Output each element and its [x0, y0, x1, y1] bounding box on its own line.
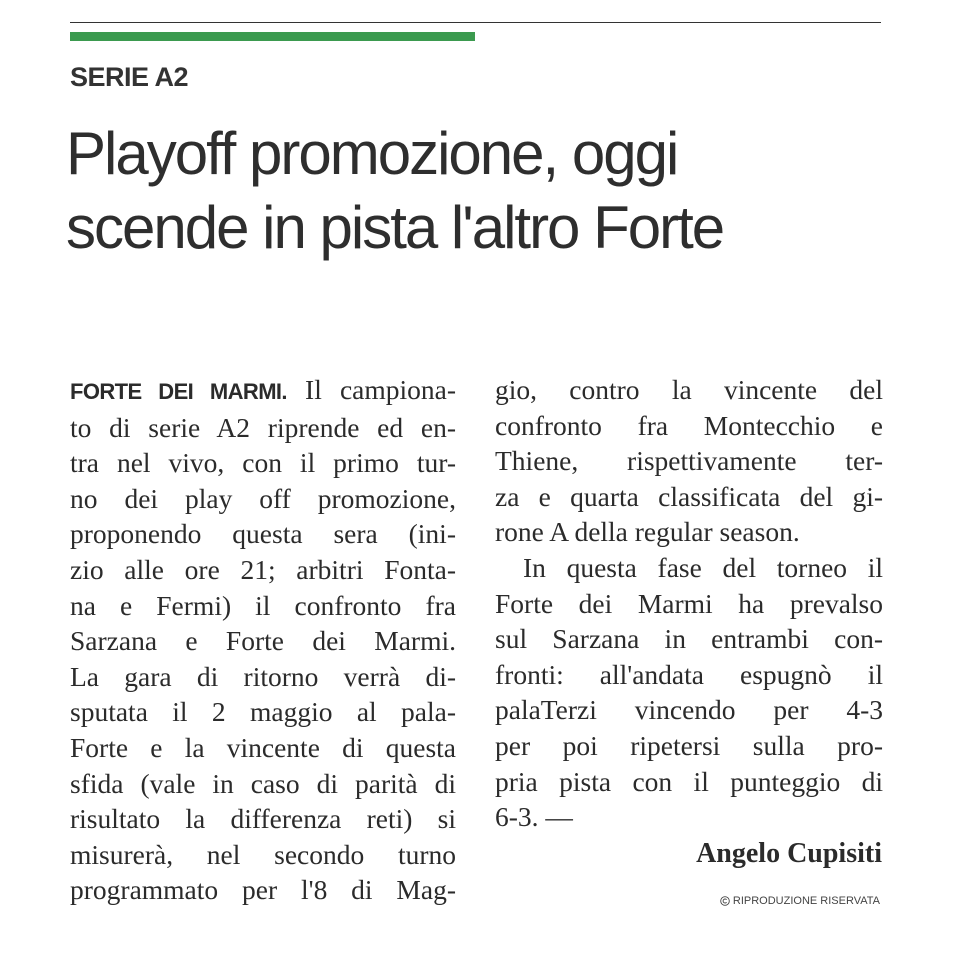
body-line: to di serie A2 riprende ed en- — [70, 411, 456, 443]
body-line: misurerà, nel secondo turno — [70, 838, 456, 870]
headline-line: Playoff promozione, oggi — [66, 120, 678, 187]
copyright-notice — [720, 895, 880, 907]
body-line: 6-3. — — [495, 801, 573, 833]
body-line: na e Fermi) il confronto fra — [70, 589, 456, 621]
body-text: Il campiona- — [286, 374, 456, 405]
body-line: sul Sarzana in entrambi con- — [495, 623, 883, 655]
body-line: sputata il 2 maggio al pala- — [70, 696, 456, 728]
body-line: tra nel vivo, con il primo tur- — [70, 447, 456, 479]
article-column-right — [495, 372, 883, 835]
body-line: In questa fase del torneo il — [523, 551, 883, 583]
body-line: no dei play off promozione, — [70, 482, 456, 514]
body-line: proponendo questa sera (ini- — [70, 518, 456, 550]
body-line: per poi ripetersi sulla pro- — [495, 729, 883, 761]
article-column-left — [70, 372, 456, 908]
body-line: Forte e la vincente di questa — [70, 731, 456, 763]
headline-line: scende in pista l'altro Forte — [66, 194, 724, 261]
copyright-icon — [720, 896, 730, 906]
body-line: Thiene, rispettivamente ter- — [495, 445, 883, 477]
dateline: FORTE DEI MARMI. — [70, 379, 287, 404]
section-accent-bar — [70, 32, 475, 41]
body-line: palaTerzi vincendo per 4-3 — [495, 694, 883, 726]
body-line — [70, 372, 456, 410]
body-line: confronto fra Montecchio e — [495, 409, 883, 441]
body-line: zio alle ore 21; arbitri Fonta- — [70, 553, 456, 585]
body-line: Sarzana e Forte dei Marmi. — [70, 625, 456, 657]
body-line: gio, contro la vincente del — [495, 374, 883, 405]
body-line: rone A della regular season. — [495, 516, 800, 548]
body-line: Forte dei Marmi ha prevalso — [495, 587, 883, 619]
body-line: pria pista con il punteggio di — [495, 765, 883, 797]
headline — [66, 117, 886, 265]
byline: Angelo Cupisiti — [696, 838, 882, 869]
top-rule — [70, 22, 881, 23]
body-line: fronti: all'andata espugnò il — [495, 658, 883, 690]
body-line: sfida (vale in caso di parità di — [70, 767, 456, 799]
copyright-text: RIPRODUZIONE RISERVATA — [732, 895, 880, 907]
body-line: La gara di ritorno verrà di- — [70, 660, 456, 692]
body-line: risultato la differenza reti) si — [70, 803, 456, 835]
body-line: za e quarta classificata del gi- — [495, 480, 883, 512]
body-line: programmato per l'8 di Mag- — [70, 874, 456, 906]
section-kicker: SERIE A2 — [70, 62, 189, 92]
